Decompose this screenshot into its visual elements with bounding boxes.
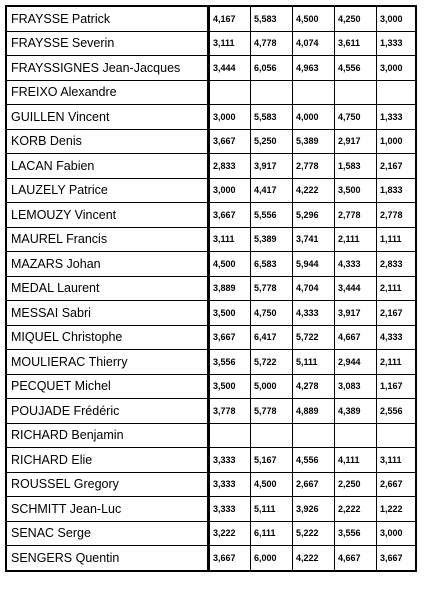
score-cell <box>251 80 293 105</box>
score-cell: 1,111 <box>377 227 416 252</box>
score-cell: 1,000 <box>377 129 416 154</box>
student-name-cell: SCHMITT Jean-Luc <box>6 497 209 522</box>
score-cell: 3,333 <box>209 497 251 522</box>
score-cell: 5,167 <box>251 448 293 473</box>
table-row <box>6 31 416 56</box>
table-row <box>6 301 416 326</box>
student-name-cell: GUILLEN Vincent <box>6 105 209 130</box>
score-cell: 1,833 <box>377 178 416 203</box>
table-row <box>6 129 416 154</box>
score-cell: 4,222 <box>293 178 335 203</box>
student-name-cell: FREIXO Alexandre <box>6 80 209 105</box>
score-cell: 5,000 <box>251 374 293 399</box>
score-cell: 2,250 <box>335 472 377 497</box>
table-row <box>6 252 416 277</box>
score-cell: 3,000 <box>377 56 416 81</box>
score-cell: 3,000 <box>377 521 416 546</box>
student-name-cell: MOULIERAC Thierry <box>6 350 209 375</box>
score-cell: 3,667 <box>209 546 251 571</box>
student-name-cell: MIQUEL Christophe <box>6 325 209 350</box>
score-cell: 3,500 <box>209 301 251 326</box>
score-cell: 1,222 <box>377 497 416 522</box>
score-cell: 4,704 <box>293 276 335 301</box>
score-cell: 3,000 <box>209 178 251 203</box>
score-cell: 3,741 <box>293 227 335 252</box>
score-cell: 5,222 <box>293 521 335 546</box>
score-cell: 5,556 <box>251 203 293 228</box>
student-name-cell: LAUZELY Patrice <box>6 178 209 203</box>
score-cell <box>335 423 377 448</box>
score-cell: 5,722 <box>251 350 293 375</box>
score-cell: 3,333 <box>209 448 251 473</box>
student-name-cell: MEDAL Laurent <box>6 276 209 301</box>
table-row <box>6 105 416 130</box>
score-cell: 4,250 <box>335 6 377 31</box>
score-cell: 1,333 <box>377 31 416 56</box>
student-name-cell: SENGERS Quentin <box>6 546 209 571</box>
score-cell: 1,583 <box>335 154 377 179</box>
score-cell: 4,333 <box>293 301 335 326</box>
score-cell: 4,500 <box>251 472 293 497</box>
table-row <box>6 227 416 252</box>
score-cell <box>293 80 335 105</box>
score-cell: 3,083 <box>335 374 377 399</box>
table-row <box>6 154 416 179</box>
table-row <box>6 546 416 571</box>
student-name-cell: MAZARS Johan <box>6 252 209 277</box>
score-cell: 2,167 <box>377 301 416 326</box>
table-row <box>6 374 416 399</box>
score-cell: 4,750 <box>335 105 377 130</box>
score-cell: 4,333 <box>335 252 377 277</box>
table-row <box>6 350 416 375</box>
score-cell: 5,111 <box>251 497 293 522</box>
score-cell: 3,556 <box>209 350 251 375</box>
score-cell: 5,944 <box>293 252 335 277</box>
score-cell: 3,222 <box>209 521 251 546</box>
table-row <box>6 325 416 350</box>
score-cell: 3,556 <box>335 521 377 546</box>
score-cell: 4,111 <box>335 448 377 473</box>
score-cell: 3,444 <box>209 56 251 81</box>
score-cell: 6,417 <box>251 325 293 350</box>
score-cell: 5,722 <box>293 325 335 350</box>
score-cell: 3,889 <box>209 276 251 301</box>
score-cell: 4,778 <box>251 31 293 56</box>
table-row <box>6 178 416 203</box>
score-cell: 5,389 <box>293 129 335 154</box>
score-cell: 2,833 <box>209 154 251 179</box>
score-cell: 2,778 <box>293 154 335 179</box>
score-cell: 2,222 <box>335 497 377 522</box>
student-name-cell: MESSAI Sabri <box>6 301 209 326</box>
student-name-cell: ROUSSEL Gregory <box>6 472 209 497</box>
score-cell: 3,926 <box>293 497 335 522</box>
score-cell: 4,000 <box>293 105 335 130</box>
table-row <box>6 399 416 424</box>
score-cell: 2,917 <box>335 129 377 154</box>
score-cell: 2,111 <box>377 276 416 301</box>
student-name-cell: FRAYSSE Patrick <box>6 6 209 31</box>
score-cell: 3,611 <box>335 31 377 56</box>
score-cell: 5,583 <box>251 6 293 31</box>
score-cell: 6,000 <box>251 546 293 571</box>
score-cell: 3,111 <box>209 31 251 56</box>
score-cell: 4,556 <box>293 448 335 473</box>
score-cell: 3,667 <box>209 203 251 228</box>
table-row <box>6 203 416 228</box>
score-cell <box>377 80 416 105</box>
score-cell: 3,667 <box>209 325 251 350</box>
score-cell: 4,500 <box>293 6 335 31</box>
table-row <box>6 472 416 497</box>
score-cell: 1,167 <box>377 374 416 399</box>
score-cell: 3,444 <box>335 276 377 301</box>
score-cell: 6,056 <box>251 56 293 81</box>
student-name-cell: PECQUET Michel <box>6 374 209 399</box>
student-name-cell: RICHARD Elie <box>6 448 209 473</box>
score-cell: 2,778 <box>377 203 416 228</box>
table-row <box>6 80 416 105</box>
score-cell: 2,667 <box>377 472 416 497</box>
student-name-cell: FRAYSSE Severin <box>6 31 209 56</box>
score-cell: 5,778 <box>251 399 293 424</box>
table-row <box>6 521 416 546</box>
student-name-cell: RICHARD Benjamin <box>6 423 209 448</box>
score-cell: 4,222 <box>293 546 335 571</box>
student-name-cell: FRAYSSIGNES Jean-Jacques <box>6 56 209 81</box>
score-cell: 4,500 <box>209 252 251 277</box>
score-cell: 3,500 <box>335 178 377 203</box>
table-row <box>6 56 416 81</box>
score-cell: 4,750 <box>251 301 293 326</box>
score-cell: 6,583 <box>251 252 293 277</box>
score-cell: 5,778 <box>251 276 293 301</box>
score-cell: 2,667 <box>293 472 335 497</box>
grades-table <box>5 5 417 572</box>
score-cell <box>251 423 293 448</box>
score-cell: 5,296 <box>293 203 335 228</box>
score-cell: 3,917 <box>251 154 293 179</box>
score-cell: 4,556 <box>335 56 377 81</box>
score-cell: 3,778 <box>209 399 251 424</box>
score-cell: 2,111 <box>335 227 377 252</box>
score-cell: 4,963 <box>293 56 335 81</box>
score-cell: 3,500 <box>209 374 251 399</box>
score-cell <box>377 423 416 448</box>
student-name-cell: MAUREL Francis <box>6 227 209 252</box>
score-cell: 4,333 <box>377 325 416 350</box>
score-cell: 5,111 <box>293 350 335 375</box>
score-cell: 3,000 <box>377 6 416 31</box>
score-cell: 2,778 <box>335 203 377 228</box>
score-cell <box>293 423 335 448</box>
score-cell <box>335 80 377 105</box>
table-row <box>6 6 416 31</box>
score-cell: 4,167 <box>209 6 251 31</box>
score-cell <box>209 80 251 105</box>
score-cell: 5,389 <box>251 227 293 252</box>
score-cell: 2,833 <box>377 252 416 277</box>
score-cell: 3,111 <box>209 227 251 252</box>
score-cell: 4,074 <box>293 31 335 56</box>
student-name-cell: LACAN Fabien <box>6 154 209 179</box>
score-cell: 4,889 <box>293 399 335 424</box>
table-row <box>6 423 416 448</box>
table-row <box>6 448 416 473</box>
score-cell: 3,667 <box>209 129 251 154</box>
student-name-cell: SENAC Serge <box>6 521 209 546</box>
score-cell: 1,333 <box>377 105 416 130</box>
grades-table-body <box>6 6 416 571</box>
student-name-cell: POUJADE Frédéric <box>6 399 209 424</box>
score-cell: 4,667 <box>335 546 377 571</box>
score-cell: 4,278 <box>293 374 335 399</box>
score-cell <box>209 423 251 448</box>
score-cell: 4,417 <box>251 178 293 203</box>
score-cell: 5,583 <box>251 105 293 130</box>
table-row <box>6 497 416 522</box>
score-cell: 3,111 <box>377 448 416 473</box>
score-cell: 4,667 <box>335 325 377 350</box>
score-cell: 3,000 <box>209 105 251 130</box>
score-cell: 2,167 <box>377 154 416 179</box>
table-row <box>6 276 416 301</box>
score-cell: 3,667 <box>377 546 416 571</box>
score-cell: 5,250 <box>251 129 293 154</box>
score-cell: 2,556 <box>377 399 416 424</box>
score-cell: 2,111 <box>377 350 416 375</box>
score-cell: 2,944 <box>335 350 377 375</box>
student-name-cell: KORB Denis <box>6 129 209 154</box>
score-cell: 6,111 <box>251 521 293 546</box>
score-cell: 4,389 <box>335 399 377 424</box>
score-cell: 3,917 <box>335 301 377 326</box>
student-name-cell: LEMOUZY Vincent <box>6 203 209 228</box>
score-cell: 3,333 <box>209 472 251 497</box>
